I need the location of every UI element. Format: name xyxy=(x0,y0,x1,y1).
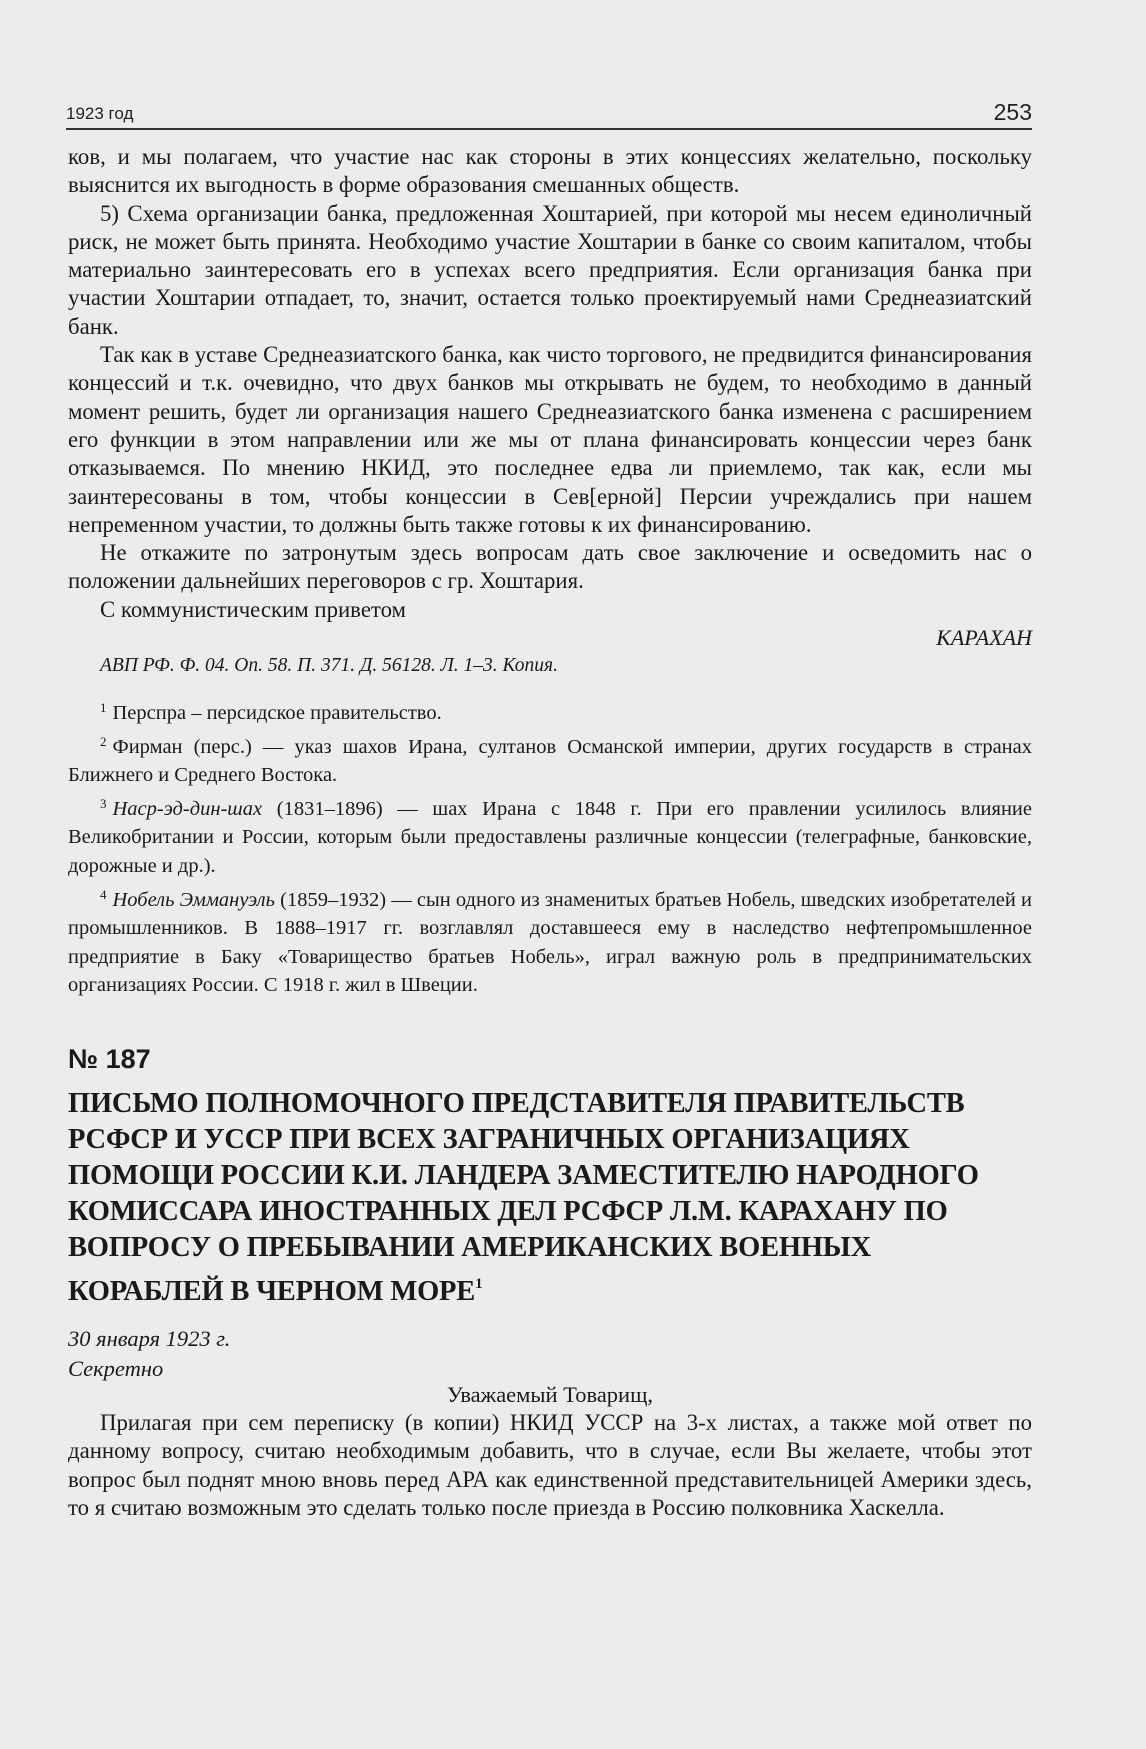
letter-body: Прилагая при сем переписку (в копии) НКИД УССР на 3-х листах, а также мой ответ по данному вопросу, считаю необходимым добавить, что в случае, если Вы желаете, чтобы этот вопрос был поднят мною вновь перед АРА как единственной представительницей Америки здесь, то я считаю возможным это сделать только после приезда в Россию полковника Хаскелла. xyxy=(68,1409,1032,1520)
footnote-3: $^3$ Наср-эд-дин-шах (1831–1896) — шах Ирана с 1848 г. При его правлении усилилось влияние Великобритании и России, которым были предоставлены различные концессии (телеграфные, банковские, дорожные и др.). xyxy=(68,795,1032,878)
page-number: 253 xyxy=(993,99,1032,125)
page-content xyxy=(68,143,1032,1522)
document-title: ПИСЬМО ПОЛНОМОЧНОГО ПРЕДСТАВИТЕЛЯ ПРАВИТЕЛЬСТВ РСФСР И УССР ПРИ ВСЕХ ЗАГРАНИЧНЫХ ОРГАНИЗАЦИЯХ ПОМОЩИ РОССИИ К.И. ЛАНДЕРА ЗАМЕСТИТЕЛЮ НАРОДНОГО КОМИССАРА ИНОСТРАННЫХ ДЕЛ РСФСР Л.М. КАРАХАНУ ПО ВОПРОСУ О ПРЕБЫВАНИИ АМЕРИКАНСКИХ ВОЕННЫХ КОРАБЛЕЙ В ЧЕРНОМ МОРЕ$^1$ xyxy=(68,1087,979,1307)
title-footnote-ref: 1 xyxy=(475,1275,483,1292)
closing-greeting: С коммунистическим приветом xyxy=(100,596,406,622)
footnote-2: $^2$ Фирман (перс.) — указ шахов Ирана, султанов Османской империи, других государств в странах Ближнего и Среднего Востока. xyxy=(68,733,1032,787)
document-date: 30 января 1923 г. xyxy=(68,1325,231,1351)
paragraph-2: 5) Схема организации банка, предложенная Хоштарией, при которой мы несем единоличный риск, не может быть принята. Необходимо участие Хоштарии в банке со своим капиталом, чтобы материально заинтересовать его в успехах всего предприятия. Если организация банка при участии Хоштарии отпадает, то, значит, остается только проектируемый нами Среднеазиатский банк. xyxy=(68,200,1032,339)
footnotes xyxy=(68,694,1032,1000)
document-number: № 187 xyxy=(68,1043,151,1074)
running-header xyxy=(66,92,1032,130)
paragraph-1: ков, и мы полагаем, что участие нас как стороны в этих концессиях желательно, поскольку выяснится их выгодность в форме образования смешанных обществ. xyxy=(68,144,1032,198)
footnote-1: $^1$ Перспра – персидское правительство. xyxy=(100,700,442,725)
archive-source: АВП РФ. Ф. 04. Оп. 58. П. 371. Д. 56128. Л. 1–3. Копия. xyxy=(100,655,558,677)
signature: КАРАХАН xyxy=(936,625,1032,651)
header-year: 1923 год xyxy=(66,104,134,123)
footnote-4: $^4$ Нобель Эммануэль (1859–1932) — сын одного из знаменитых братьев Нобель, шведских изобретателей и промышленников. В 1888–1917 гг. возглавлял доставшееся ему в наследство нефтепромышленное предприятие в Баку «Товарищество братьев Нобель», играл важную роль в предпринимательских организациях России. С 1918 г. жил в Швеции. xyxy=(68,886,1032,997)
paragraph-3: Так как в уставе Среднеазиатского банка, как чисто торгового, не предвидится финансирования концессий и т.к. очевидно, что двух банков мы открывать не будем, то необходимо в данный момент решить, будет ли организация нашего Среднеазиатского банка изменена с расширением его функции в этом направлении или же мы от плана финансировать концессии через банк отказываемся. По мнению НКИД, это последнее едва ли приемлемо, так как, если мы заинтересованы в том, чтобы концессии в Сев[ерной] Персии учреждались при нашем непременном участии, то должны быть также готовы к их финансированию. xyxy=(68,342,1032,537)
classification: Секретно xyxy=(68,1355,164,1381)
salutation: Уважаемый Товарищ, xyxy=(446,1381,654,1407)
paragraph-4: Не откажите по затронутым здесь вопросам дать свое заключение и осведомить нас о положении дальнейших переговоров с гр. Хоштария. xyxy=(68,540,1032,594)
